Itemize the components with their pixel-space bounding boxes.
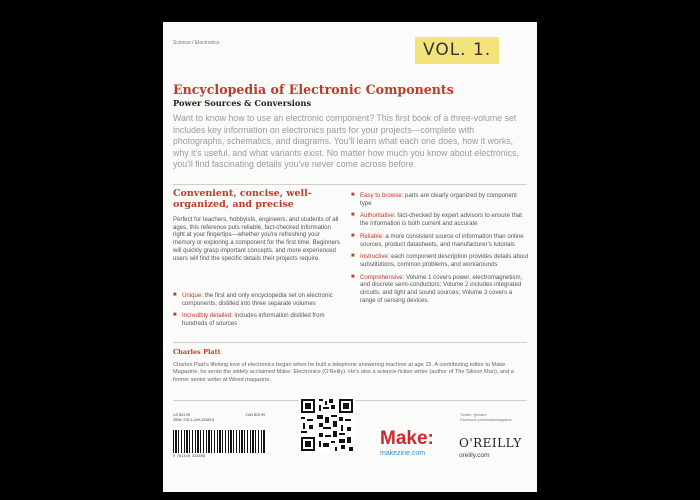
bullet-key: Reliable: — [360, 232, 384, 240]
bullet-text: parts are clearly organized by component type — [360, 192, 517, 207]
volume-tag — [415, 37, 499, 64]
bullet-text: the first and only encyclopedia set on electronic components, distilled into three separate volumes — [182, 292, 333, 307]
bullet-text: includes information distilled from hundreds of sources — [182, 312, 325, 328]
divider-top — [173, 184, 527, 185]
make-url: makezine.com — [380, 450, 426, 457]
social-twitter: Twitter: @make — [460, 413, 487, 417]
book-back-cover — [163, 22, 537, 492]
bullet-item — [351, 233, 529, 248]
bullet-square-icon: ■ — [351, 273, 355, 280]
bullet-item — [351, 192, 529, 207]
social-facebook: Facebook.com/makemagazine — [460, 418, 512, 423]
divider-middle — [173, 342, 527, 343]
barcode-number: 9 781449 333898 — [173, 454, 206, 458]
price-block — [173, 413, 265, 422]
bullet-text: each component description provides details about substitutions, common problems, and workarounds — [360, 253, 529, 268]
social-links — [460, 413, 512, 423]
bullet-key: Incredibly detailed: — [182, 312, 233, 320]
book-subtitle: Power Sources & Conversions — [173, 98, 312, 108]
price-us: US $24.99 — [173, 413, 190, 417]
oreilly-logo: O'REILLY — [459, 436, 522, 450]
left-heading: Convenient, concise, well-organized, and precise — [173, 188, 312, 210]
bullet-square-icon: ■ — [351, 232, 355, 239]
category-label: Science / Electronics — [173, 40, 220, 46]
bullet-square-icon: ■ — [173, 312, 177, 319]
make-logo: Make: — [380, 428, 434, 449]
bullet-text: a more consistent source of information than online sources, product datasheets, and manufacturer's tutorials — [360, 232, 524, 248]
price-can: CAN $25.99 — [245, 413, 265, 417]
bullet-key: Easy to browse: — [360, 192, 404, 199]
bullet-item — [173, 292, 343, 307]
left-bullet-list — [173, 292, 343, 333]
bullet-key: Unique: — [182, 292, 204, 299]
bullet-key: Authoritative: — [360, 212, 396, 220]
qr-code-icon — [299, 397, 355, 453]
barcode-icon — [173, 430, 265, 453]
oreilly-url: oreilly.com — [459, 452, 490, 459]
book-title: Encyclopedia of Electronic Components — [173, 82, 454, 97]
bullet-item — [173, 312, 343, 327]
bullet-item — [351, 274, 529, 305]
intro-paragraph: Want to know how to use an electronic component? This first book of a three-volume set includes key information on electronics parts for your projects—complete with photographs, schematics, and diagrams. You'll learn what each one does, how it works, why it's useful, and what variants exist. No matter how much you know about electronics, you'll find fascinating details you've never come across before. — [173, 113, 519, 170]
right-bullet-list — [351, 192, 529, 309]
volume-label: VOL. 1. — [423, 40, 492, 60]
isbn: ISBN: 978-1-449-33389-8 — [173, 418, 215, 422]
author-name: Charles Platt — [173, 348, 221, 356]
bullet-square-icon: ■ — [351, 253, 355, 260]
bullet-item — [351, 212, 529, 227]
left-paragraph: Perfect for teachers, hobbyists, engineers, and students of all ages, this reference puts reliable, fact-checked information right at your fingertips—whether you're refreshing your memory or exploring a component for the first time. Beginners will quickly grasp important concepts, and more experienced users will find the specific details their projects require. — [173, 216, 340, 262]
bullet-text: Volume 1 covers power, electromagnetism, and discrete semi-conductors; Volume 2 includes integrated circuits, and light and sound sources; Volume 3 covers a range of sensing devices. — [360, 273, 523, 304]
bullet-key: Comprehensive: — [360, 273, 405, 281]
bullet-key: Instructive: — [360, 253, 390, 261]
bullet-square-icon: ■ — [351, 212, 355, 219]
bullet-text: fact-checked by expert advisors to ensure that the information is both current and accurate — [360, 212, 522, 228]
bullet-square-icon: ■ — [173, 292, 177, 298]
bullet-item — [351, 253, 529, 268]
author-bio: Charles Platt's lifelong love of electronics began when he built a telephone answering machine at age 15. A contributing editor to Make Magazine, he wrote the widely acclaimed Make: Electronics (O'Reilly). He's also a science-fiction writer (author of The Silicon Man), and a former senior writer at Wired magazine. — [173, 362, 514, 383]
bullet-square-icon: ■ — [351, 192, 355, 198]
